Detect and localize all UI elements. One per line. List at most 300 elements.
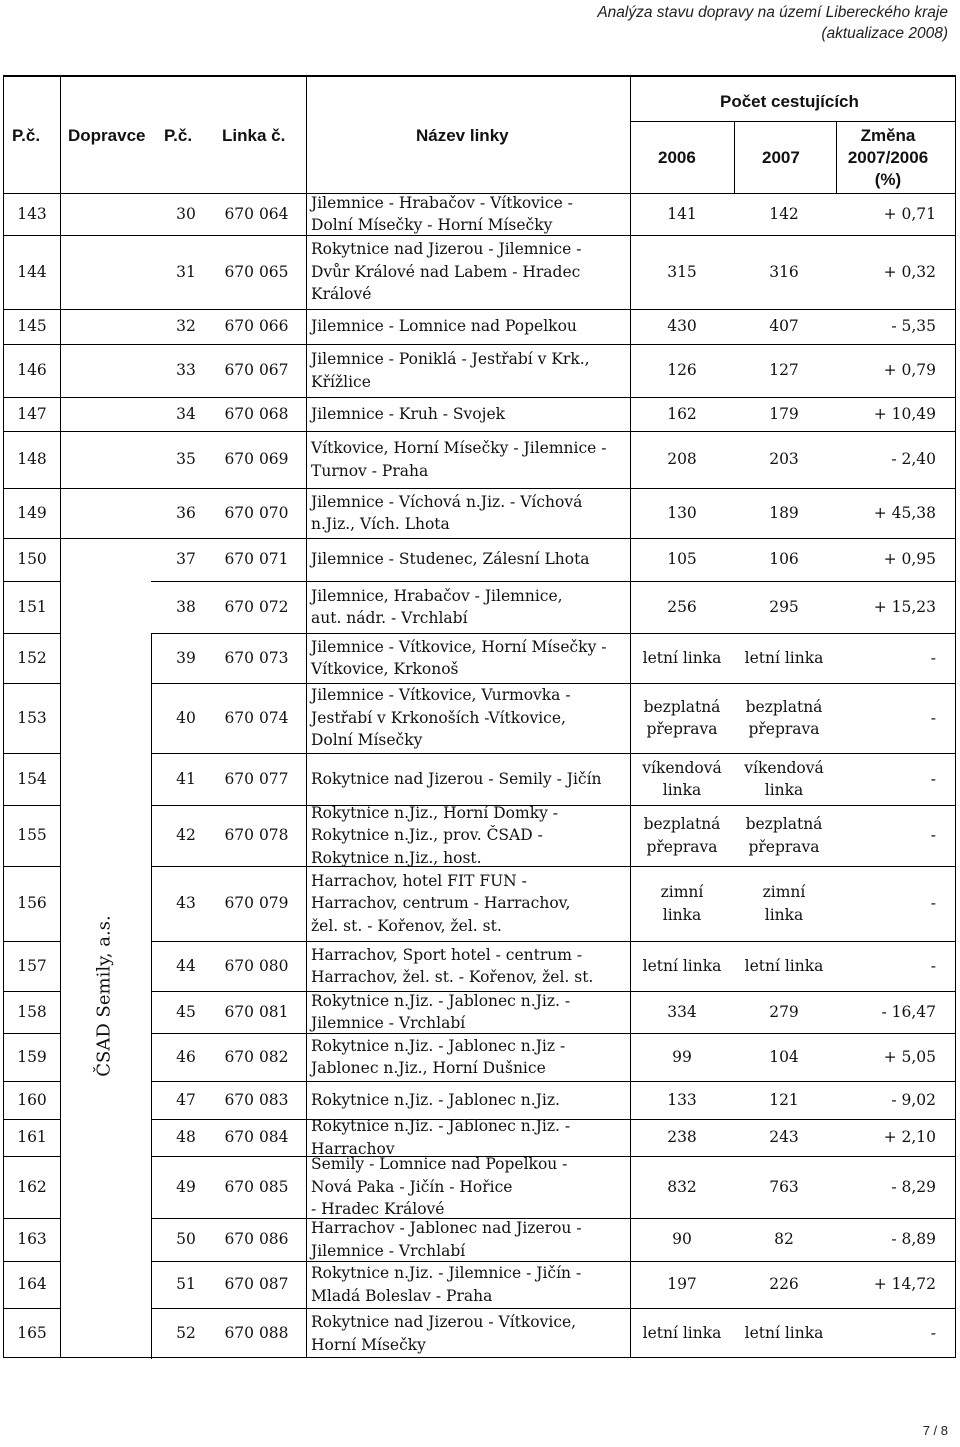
line-name-line: Jilemnice - Poniklá - Jestřabí v Krk., <box>311 350 590 368</box>
line-name-line: Nová Paka - Jičín - Hořice <box>311 1177 513 1196</box>
header-linka: Linka č. <box>222 126 286 145</box>
passengers-2006 <box>632 1126 732 1149</box>
header-subtitle: (aktualizace 2008) <box>821 25 948 42</box>
carrier-line-index: 52 <box>176 1324 196 1343</box>
passengers-2006 <box>632 261 732 284</box>
line-name <box>311 491 582 536</box>
line-number: 670 069 <box>224 450 289 469</box>
change-percent: - <box>930 648 936 667</box>
line-name-line: Jilemnice - Víchová n.Jiz. - Víchová <box>311 492 583 511</box>
row-divider <box>4 309 955 310</box>
line-number: 670 074 <box>224 708 289 727</box>
header-divider <box>4 193 955 194</box>
change-percent: + 2,10 <box>883 1128 936 1147</box>
passengers-2007-line: bezplatná <box>745 697 823 716</box>
line-name-line: Rokytnice n.Jiz., host. <box>311 848 482 867</box>
header-divider <box>630 121 955 122</box>
line-number: 670 067 <box>224 361 289 380</box>
line-name-line: Rokytnice n.Jiz., Horní Domky - <box>311 803 559 822</box>
carrier-line-index: 34 <box>176 404 196 423</box>
carrier-line-index: 45 <box>176 1002 196 1021</box>
passengers-2006-line: 126 <box>667 361 697 380</box>
col-divider <box>60 76 61 1357</box>
carrier-line-index: 51 <box>176 1275 196 1294</box>
passengers-2006-line: bezplatná <box>643 815 721 833</box>
passengers-2007 <box>734 596 834 619</box>
passengers-2007 <box>734 315 834 338</box>
carrier-line-index: 37 <box>176 550 196 569</box>
row-index: 162 <box>17 1177 47 1196</box>
passengers-2007 <box>734 1046 834 1069</box>
change-percent: + 0,95 <box>883 550 936 569</box>
line-number: 670 064 <box>224 204 289 223</box>
passengers-2007-line: 407 <box>769 317 799 336</box>
row-divider <box>4 683 60 684</box>
passengers-2007-line: letní linka <box>744 956 824 975</box>
carrier-line-index: 30 <box>176 204 196 223</box>
passengers-2006 <box>632 1089 732 1112</box>
passengers-2007 <box>734 647 834 670</box>
passengers-2006 <box>632 203 732 226</box>
passengers-2007 <box>734 1176 834 1199</box>
line-number: 670 073 <box>224 648 289 667</box>
line-name-line: Rokytnice n.Jiz. - Jilemnice - Jičín - <box>311 1264 582 1282</box>
row-divider <box>4 1308 60 1309</box>
header-title: Analýza stavu dopravy na území Libereckého kraje <box>597 4 948 21</box>
line-name <box>311 1153 567 1221</box>
passengers-2006-line: 141 <box>667 204 697 223</box>
passengers-2006 <box>632 1322 732 1345</box>
passengers-2007-line: zimní <box>762 883 806 901</box>
header-pocet: Počet cestujících <box>720 92 859 111</box>
passengers-2007-line: letní linka <box>744 648 824 667</box>
row-divider <box>151 1081 955 1082</box>
passengers-2006 <box>632 1228 732 1251</box>
line-name-line: Harrachov, žel. st. - Kořenov, žel. st. <box>311 968 594 986</box>
passengers-2007-line: 106 <box>769 550 799 569</box>
line-name-line: Rokytnice nad Jizerou - Vítkovice, <box>311 1313 577 1331</box>
row-index: 156 <box>17 894 47 913</box>
line-name <box>311 1035 565 1080</box>
passengers-2006-line: 197 <box>667 1275 697 1294</box>
line-name-line: Dvůr Králové nad Labem - Hradec <box>311 262 581 281</box>
row-divider <box>4 941 60 942</box>
line-name-line: Jilemnice - Vítkovice, Horní Mísečky - <box>311 637 607 656</box>
line-name-line: Rokytnice n.Jiz. - Jablonec n.Jiz - <box>311 1036 566 1055</box>
passengers-2007-line: 226 <box>769 1275 799 1294</box>
passengers-2007-line: 127 <box>769 361 799 380</box>
header-zmena-years: 2007/2006 <box>847 148 929 167</box>
passengers-2006-line: 105 <box>667 550 697 569</box>
row-divider <box>4 1081 60 1082</box>
col-divider <box>836 121 837 193</box>
passengers-2006 <box>632 955 732 978</box>
carrier-line-index: 42 <box>176 826 196 845</box>
col-divider <box>151 633 152 1359</box>
line-name <box>311 768 602 791</box>
change-percent: + 0,71 <box>883 204 936 223</box>
passengers-2006 <box>632 881 732 926</box>
passengers-2006 <box>632 315 732 338</box>
line-name-line: Jilemnice, Hrabačov - Jilemnice, <box>311 586 563 605</box>
row-divider <box>4 1033 60 1034</box>
passengers-2006 <box>632 448 732 471</box>
passengers-2006 <box>632 696 732 741</box>
line-name-line: Jilemnice - Vrchlabí <box>311 1241 466 1260</box>
row-index: 161 <box>17 1128 47 1147</box>
passengers-2007-line: 121 <box>769 1090 799 1109</box>
change-percent: + 0,79 <box>883 361 936 380</box>
line-name-line: - Hradec Králové <box>311 1200 445 1219</box>
passengers-2006 <box>632 596 732 619</box>
passengers-2007-line: přeprava <box>748 720 820 738</box>
change-percent: - 5,35 <box>891 317 936 336</box>
passengers-2007-line: přeprava <box>748 837 820 856</box>
passengers-2006-line: 238 <box>667 1128 697 1147</box>
line-name-line: žel. st. - Kořenov, žel. st. <box>311 916 502 935</box>
passengers-2006-line: linka <box>662 781 702 799</box>
passengers-2007-line: 189 <box>769 503 799 522</box>
carrier-label <box>74 633 134 1359</box>
line-name <box>311 238 581 306</box>
passengers-2006-line: 832 <box>667 1177 697 1196</box>
line-name <box>311 403 505 426</box>
col-divider <box>306 76 307 1357</box>
passengers-2006 <box>632 1046 732 1069</box>
row-divider <box>4 805 60 806</box>
line-name-line: Králové <box>311 285 372 304</box>
row-divider <box>4 538 955 539</box>
change-percent: + 14,72 <box>873 1275 936 1294</box>
row-index: 154 <box>17 769 47 788</box>
carrier-line-index: 38 <box>176 597 196 616</box>
passengers-2007 <box>734 1001 834 1024</box>
passengers-2006-line: 334 <box>667 1002 697 1021</box>
col-divider <box>734 121 735 193</box>
passengers-2007-line: letní linka <box>744 1324 824 1343</box>
passengers-2006-line: zimní <box>660 883 704 901</box>
line-number: 670 065 <box>224 262 289 281</box>
passengers-2007-line: 82 <box>774 1230 794 1249</box>
line-name-line: Harrachov <box>311 1139 395 1158</box>
change-percent: - 8,89 <box>891 1230 936 1249</box>
row-index: 152 <box>17 648 47 667</box>
row-index: 158 <box>17 1002 47 1021</box>
line-name-line: Mladá Boleslav - Praha <box>311 1286 493 1305</box>
carrier-line-index: 44 <box>176 956 196 975</box>
header-nazev: Název linky <box>416 126 509 145</box>
passengers-2007-line: 243 <box>769 1128 799 1147</box>
row-divider <box>4 581 60 582</box>
col-divider <box>630 76 631 1357</box>
line-name-line: Harrachov, hotel FIT FUN - <box>311 871 527 890</box>
passengers-2007 <box>734 757 834 802</box>
line-name-line: Harrachov, centrum - Harrachov, <box>311 894 571 913</box>
line-name-line: Harrachov, Sport hotel - centrum - <box>311 945 583 964</box>
line-name-line: n.Jiz., Vích. Lhota <box>311 515 450 533</box>
row-divider <box>151 633 955 634</box>
row-divider <box>4 1119 60 1120</box>
passengers-2007-line: 763 <box>769 1177 799 1196</box>
carrier-line-index: 36 <box>176 503 196 522</box>
row-divider <box>4 235 955 236</box>
change-percent: - <box>930 956 936 975</box>
row-divider <box>4 488 955 489</box>
row-index: 143 <box>17 204 47 223</box>
row-index: 153 <box>17 708 47 727</box>
line-name-line: Jilemnice - Kruh - Svojek <box>311 404 506 423</box>
line-name <box>311 870 571 938</box>
line-name-line: Semily - Lomnice nad Popelkou - <box>311 1155 568 1174</box>
passengers-2007 <box>734 1126 834 1149</box>
carrier-line-index: 39 <box>176 648 196 667</box>
line-number: 670 071 <box>224 550 289 569</box>
passengers-2006-line: 162 <box>667 404 697 423</box>
line-name <box>311 944 593 989</box>
passengers-2007 <box>734 403 834 426</box>
row-index: 149 <box>17 503 47 522</box>
passengers-2007 <box>734 548 834 571</box>
change-percent: + 15,23 <box>873 597 936 616</box>
line-name <box>311 1262 581 1307</box>
carrier-line-index: 40 <box>176 708 196 727</box>
carrier-line-index: 49 <box>176 1177 196 1196</box>
passengers-2006-line: letní linka <box>642 1324 722 1343</box>
bus-lines-table <box>3 75 956 1358</box>
line-name-line: Jestřabí v Krkonoších -Vítkovice, <box>311 708 566 727</box>
line-name-line: Jilemnice - Vrchlabí <box>311 1014 466 1032</box>
carrier-line-index: 33 <box>176 361 196 380</box>
row-index: 155 <box>17 826 47 845</box>
page-header <box>597 2 948 44</box>
carrier-line-index: 35 <box>176 450 196 469</box>
passengers-2006 <box>632 502 732 525</box>
row-divider <box>151 1308 955 1309</box>
change-percent: - <box>930 894 936 913</box>
row-index: 144 <box>17 262 47 281</box>
row-divider <box>4 1218 60 1219</box>
passengers-2006-line: 90 <box>672 1230 692 1249</box>
passengers-2007-line: 179 <box>769 404 799 423</box>
line-number: 670 072 <box>224 597 289 616</box>
line-name <box>311 348 590 393</box>
carrier-name: ČSAD Semily, a.s. <box>93 915 115 1077</box>
line-name <box>311 585 563 630</box>
change-percent: - 16,47 <box>881 1002 936 1021</box>
passengers-2007 <box>734 261 834 284</box>
passengers-2007 <box>734 502 834 525</box>
change-percent: - <box>930 1324 936 1343</box>
carrier-line-index: 31 <box>176 262 196 281</box>
line-number: 670 087 <box>224 1275 289 1294</box>
row-divider <box>4 753 60 754</box>
line-name-line: aut. nádr. - Vrchlabí <box>311 609 468 627</box>
passengers-2006-line: bezplatná <box>643 697 721 716</box>
header-2006: 2006 <box>658 148 696 167</box>
passengers-2006-line: víkendová <box>642 758 722 777</box>
passengers-2007-line: linka <box>764 905 804 924</box>
row-index: 163 <box>17 1230 47 1249</box>
passengers-2007-line: bezplatná <box>745 815 823 833</box>
passengers-2006-line: 315 <box>667 262 697 281</box>
row-divider <box>4 633 60 634</box>
row-divider <box>4 1261 60 1262</box>
line-number: 670 068 <box>224 404 289 423</box>
line-number: 670 078 <box>224 826 289 845</box>
passengers-2006-line: letní linka <box>642 956 722 975</box>
row-divider <box>4 1156 60 1157</box>
passengers-2006 <box>632 757 732 802</box>
change-percent: - 2,40 <box>891 450 936 469</box>
line-name-line: Jilemnice - Lomnice nad Popelkou <box>311 317 577 336</box>
row-divider <box>151 753 955 754</box>
passengers-2006 <box>632 548 732 571</box>
line-number: 670 081 <box>224 1002 289 1021</box>
passengers-2006-line: 99 <box>672 1047 692 1066</box>
row-index: 150 <box>17 550 47 569</box>
line-name <box>311 1217 582 1262</box>
row-divider <box>151 866 955 867</box>
row-index: 146 <box>17 361 47 380</box>
carrier-line-index: 47 <box>176 1090 196 1109</box>
line-number: 670 088 <box>224 1324 289 1343</box>
passengers-2006 <box>632 813 732 858</box>
line-name <box>311 548 590 571</box>
passengers-2007 <box>734 696 834 741</box>
passengers-2006-line: 130 <box>667 503 697 522</box>
passengers-2007-line: 279 <box>769 1002 799 1021</box>
row-index: 145 <box>17 317 47 336</box>
line-name-line: Vítkovice, Horní Mísečky - Jilemnice - <box>311 439 607 457</box>
passengers-2007 <box>734 813 834 858</box>
passengers-2007-line: 316 <box>769 262 799 281</box>
line-name-line: Jablonec n.Jiz., Horní Dušnice <box>311 1059 546 1077</box>
line-number: 670 083 <box>224 1090 289 1109</box>
line-name-line: Turnov - Praha <box>311 461 429 480</box>
line-number: 670 080 <box>224 956 289 975</box>
passengers-2007-line: víkendová <box>744 758 824 777</box>
row-index: 164 <box>17 1275 47 1294</box>
change-percent: - 9,02 <box>891 1090 936 1109</box>
line-name <box>311 192 573 237</box>
passengers-2007 <box>734 1089 834 1112</box>
row-divider <box>4 76 955 77</box>
passengers-2006 <box>632 647 732 670</box>
passengers-2006-line: 256 <box>667 597 697 616</box>
carrier-line-index: 50 <box>176 1230 196 1249</box>
passengers-2006 <box>632 403 732 426</box>
passengers-2006-line: přeprava <box>646 837 718 856</box>
change-percent: + 10,49 <box>873 404 936 423</box>
line-name-line: Jilemnice - Vítkovice, Vurmovka - <box>311 686 571 705</box>
change-percent: - 8,29 <box>891 1177 936 1196</box>
line-number: 670 077 <box>224 769 289 788</box>
page-number: 7 / 8 <box>922 1423 948 1438</box>
line-number: 670 086 <box>224 1230 289 1249</box>
passengers-2006-line: letní linka <box>642 648 722 667</box>
row-divider <box>151 941 955 942</box>
line-name-line: Jilemnice - Hrabačov - Vítkovice - <box>311 193 573 212</box>
passengers-2007 <box>734 359 834 382</box>
line-name-line: Rokytnice n.Jiz., prov. ČSAD - <box>311 826 543 845</box>
header-dopravce: Dopravce <box>68 126 146 145</box>
row-index: 147 <box>17 404 47 423</box>
row-divider <box>4 344 955 345</box>
row-divider <box>4 431 955 432</box>
line-name-line: Rokytnice nad Jizerou - Semily - Jičín <box>311 769 602 788</box>
line-name-line: Křížlice <box>311 372 371 391</box>
change-percent: - <box>930 708 936 727</box>
row-index: 159 <box>17 1047 47 1066</box>
row-index: 160 <box>17 1090 47 1109</box>
passengers-2007-line: 104 <box>769 1047 799 1066</box>
line-name-line: Horní Mísečky <box>311 1335 426 1354</box>
passengers-2007 <box>734 1322 834 1345</box>
line-name-line: Rokytnice n.Jiz. - Jablonec n.Jiz. - <box>311 1117 571 1135</box>
change-percent: - <box>930 769 936 788</box>
passengers-2007 <box>734 448 834 471</box>
carrier-line-index: 48 <box>176 1128 196 1147</box>
line-number: 670 066 <box>224 317 289 336</box>
passengers-2006-line: 430 <box>667 317 697 336</box>
line-number: 670 079 <box>224 894 289 913</box>
row-divider <box>151 581 955 582</box>
passengers-2006 <box>632 359 732 382</box>
row-index: 148 <box>17 450 47 469</box>
change-percent: + 5,05 <box>883 1047 936 1066</box>
passengers-2006-line: 133 <box>667 1090 697 1109</box>
line-name <box>311 990 570 1035</box>
passengers-2006-line: 208 <box>667 450 697 469</box>
line-name <box>311 437 606 482</box>
change-percent: + 45,38 <box>873 503 936 522</box>
row-index: 151 <box>17 597 47 616</box>
passengers-2007-line: 203 <box>769 450 799 469</box>
change-percent: + 0,32 <box>883 262 936 281</box>
line-number: 670 070 <box>224 503 289 522</box>
change-percent: - <box>930 826 936 845</box>
row-divider <box>4 991 60 992</box>
passengers-2007 <box>734 1228 834 1251</box>
line-name <box>311 636 606 681</box>
passengers-2006-line: přeprava <box>646 720 718 738</box>
row-index: 157 <box>17 956 47 975</box>
line-number: 670 082 <box>224 1047 289 1066</box>
line-name-line: Harrachov - Jablonec nad Jizerou - <box>311 1219 582 1237</box>
line-name <box>311 1089 560 1112</box>
passengers-2007-line: linka <box>764 781 804 799</box>
header-pc: P.č. <box>12 126 41 145</box>
passengers-2007 <box>734 203 834 226</box>
row-divider <box>4 866 60 867</box>
passengers-2007 <box>734 955 834 978</box>
passengers-2007 <box>734 1273 834 1296</box>
line-name-line: Dolní Mísečky - Horní Mísečky <box>311 216 553 234</box>
row-divider <box>4 397 955 398</box>
line-name <box>311 802 558 870</box>
passengers-2007-line: 295 <box>769 597 799 616</box>
line-number: 670 084 <box>224 1128 289 1147</box>
line-name-line: Vítkovice, Krkonoš <box>311 660 459 678</box>
line-name-line: Rokytnice n.Jiz. - Jablonec n.Jiz. - <box>311 991 571 1010</box>
line-number: 670 085 <box>224 1177 289 1196</box>
passengers-2007-line: 142 <box>769 204 799 223</box>
carrier-line-index: 46 <box>176 1047 196 1066</box>
carrier-line-index: 43 <box>176 894 196 913</box>
carrier-line-index: 32 <box>176 317 196 336</box>
passengers-2006 <box>632 1001 732 1024</box>
header-2007: 2007 <box>762 148 800 167</box>
